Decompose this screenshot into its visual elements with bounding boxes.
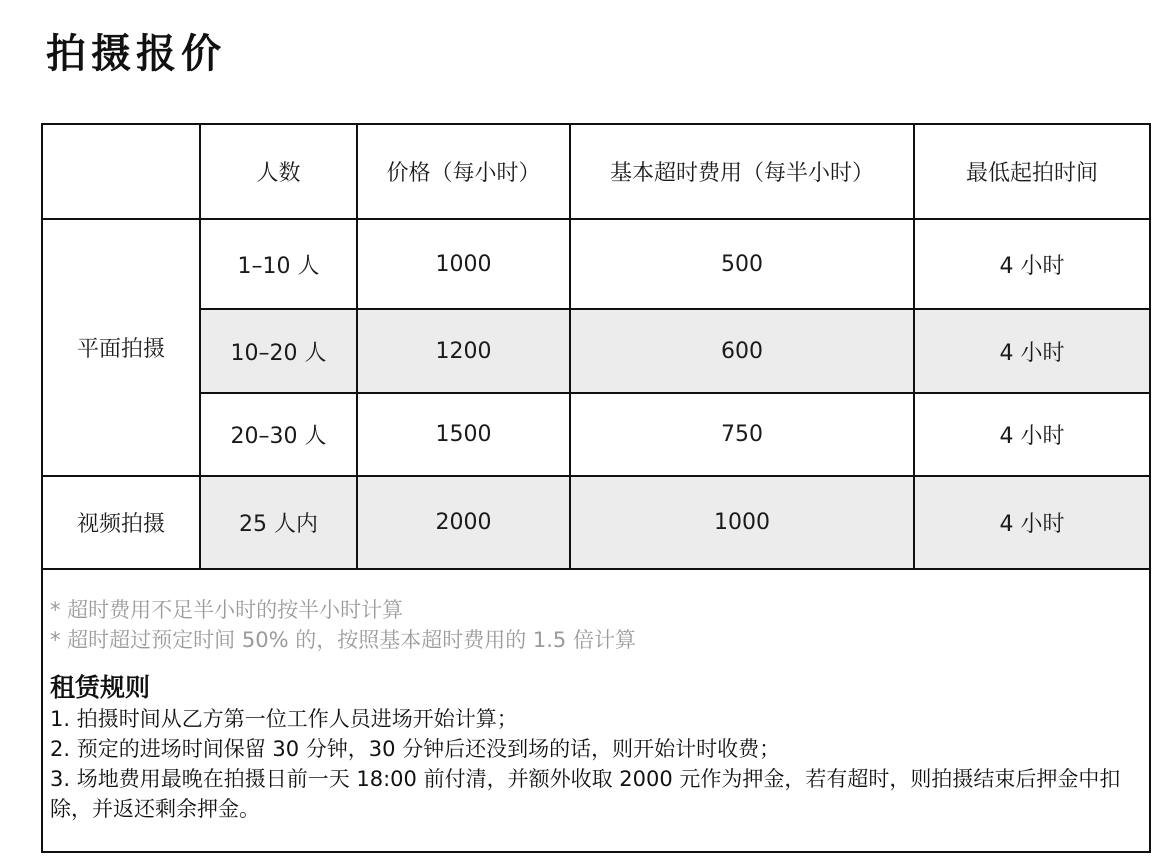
table-row bbox=[43, 309, 1149, 393]
header-people: 人数 bbox=[200, 125, 357, 219]
rule-item: 3. 场地费用最晚在拍摄日前一天 18:00 前付清，并额外收取 2000 元作为押金，若有超时，则拍摄结束后押金中扣除，并返还剩余押金。 bbox=[50, 767, 1121, 821]
cell-min-time: 4 小时 bbox=[914, 219, 1149, 309]
rule-item: 1. 拍摄时间从乙方第一位工作人员进场开始计算； bbox=[50, 707, 518, 731]
cell-overtime: 1000 bbox=[570, 476, 914, 569]
cell-price: 1500 bbox=[357, 393, 570, 476]
table-row bbox=[43, 219, 1149, 309]
cell-min-time: 4 小时 bbox=[914, 476, 1149, 569]
header-min-time: 最低起拍时间 bbox=[914, 125, 1149, 219]
cell-people: 1–10 人 bbox=[200, 219, 357, 309]
note-overtime-multiplier: * 超时超过预定时间 50% 的，按照基本超时费用的 1.5 倍计算 bbox=[50, 628, 636, 652]
table-header-row bbox=[43, 125, 1149, 219]
rules-title: 租赁规则 bbox=[50, 673, 151, 702]
table-row bbox=[43, 476, 1149, 569]
category-photo: 平面拍摄 bbox=[43, 219, 200, 476]
pricing-panel bbox=[41, 123, 1151, 853]
header-empty bbox=[43, 125, 200, 219]
notes-section bbox=[50, 595, 1146, 824]
page-title: 拍摄报价 bbox=[46, 31, 226, 77]
cell-price: 1200 bbox=[357, 309, 570, 393]
cell-min-time: 4 小时 bbox=[914, 309, 1149, 393]
table-row bbox=[43, 393, 1149, 476]
cell-people: 25 人内 bbox=[200, 476, 357, 569]
rule-item: 2. 预定的进场时间保留 30 分钟，30 分钟后还没到场的话，则开始计时收费； bbox=[50, 737, 781, 761]
header-price: 价格（每小时） bbox=[357, 125, 570, 219]
cell-people: 20–30 人 bbox=[200, 393, 357, 476]
cell-overtime: 500 bbox=[570, 219, 914, 309]
pricing-table bbox=[43, 125, 1149, 570]
category-video: 视频拍摄 bbox=[43, 476, 200, 569]
cell-people: 10–20 人 bbox=[200, 309, 357, 393]
cell-overtime: 750 bbox=[570, 393, 914, 476]
cell-min-time: 4 小时 bbox=[914, 393, 1149, 476]
note-half-hour: * 超时费用不足半小时的按半小时计算 bbox=[50, 598, 404, 622]
cell-price: 1000 bbox=[357, 219, 570, 309]
header-overtime: 基本超时费用（每半小时） bbox=[570, 125, 914, 219]
cell-overtime: 600 bbox=[570, 309, 914, 393]
cell-price: 2000 bbox=[357, 476, 570, 569]
